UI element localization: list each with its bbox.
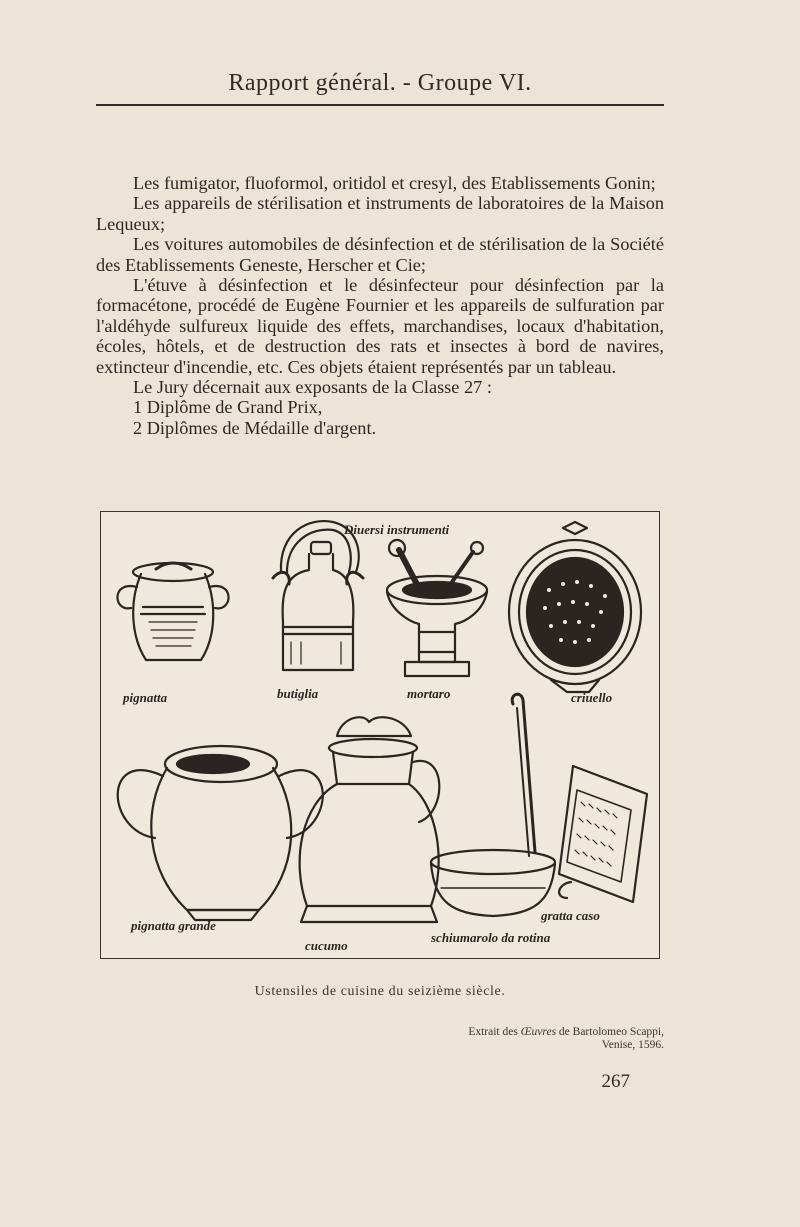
kitchen-utensils-engraving bbox=[101, 512, 659, 958]
source-prefix: Extrait des bbox=[468, 1026, 521, 1038]
jug-illustration bbox=[300, 717, 440, 922]
label-grater: gratta caso bbox=[541, 908, 600, 923]
running-title: Rapport général. - Groupe VI. bbox=[228, 70, 532, 96]
source-title: Œuvres bbox=[520, 1026, 557, 1038]
paragraph-lequeux: Les appareils de stérilisation et instruments de laboratoires de la Maison Lequeux; bbox=[96, 193, 664, 234]
figure-banner: Diuersi instrumenti bbox=[344, 522, 450, 537]
ladle-illustration bbox=[431, 694, 555, 916]
figure-source bbox=[380, 1026, 664, 1052]
label-colander: criuello bbox=[571, 690, 613, 705]
colander-illustration bbox=[509, 522, 641, 692]
mortar-illustration bbox=[387, 540, 487, 676]
label-mortar: mortaro bbox=[407, 686, 451, 701]
large-pot-illustration bbox=[118, 746, 323, 920]
header-rule bbox=[96, 104, 664, 106]
paragraph-geneste: Les voitures automobiles de désinfection et de stérilisation de la Société des Etablissements Geneste, Herscher et Cie; bbox=[96, 234, 664, 275]
source-place-date: Venise, 1596. bbox=[601, 1039, 664, 1051]
label-jug: cucumo bbox=[305, 938, 348, 953]
paragraph-etuve: L'étuve à désinfection et le désinfecteur pour désinfection par la formacétone, procédé de Eugène Fournier et les appareils de sulfuration par l'aldéhyde sulfureux liquide des effets, marchandises, locaux d'habitation, écoles, hôtels, et de destruction des rats et insectes à bord de navires, extincteur d'incendie, etc. Ces objets étaient représentés par un tableau. bbox=[96, 275, 664, 377]
figure-caption: Ustensiles de cuisine du seizième siècle. bbox=[254, 984, 506, 999]
label-large-pot: pignatta grande bbox=[131, 918, 216, 933]
label-ladle: schiumarolo da rotina bbox=[431, 930, 551, 945]
pot-illustration bbox=[117, 563, 228, 660]
award-grand-prix: 1 Diplôme de Grand Prix, bbox=[133, 397, 323, 418]
page-number: 267 bbox=[601, 1071, 630, 1092]
label-pot: pignatta bbox=[123, 690, 168, 705]
grater-illustration bbox=[559, 766, 647, 902]
paragraph-jury: Le Jury décernait aux exposants de la Classe 27 : bbox=[133, 377, 492, 398]
source-suffix: de Bartolomeo Scappi, bbox=[556, 1026, 664, 1038]
paragraph-gonin: Les fumigator, fluoformol, oritidol et cresyl, des Etablissements Gonin; bbox=[133, 173, 656, 193]
woodcut-figure bbox=[100, 511, 660, 959]
body-text bbox=[96, 173, 664, 438]
label-bottle: butiglia bbox=[277, 686, 319, 701]
bottle-illustration bbox=[273, 521, 363, 670]
award-medaille-argent: 2 Diplômes de Médaille d'argent. bbox=[133, 417, 377, 438]
